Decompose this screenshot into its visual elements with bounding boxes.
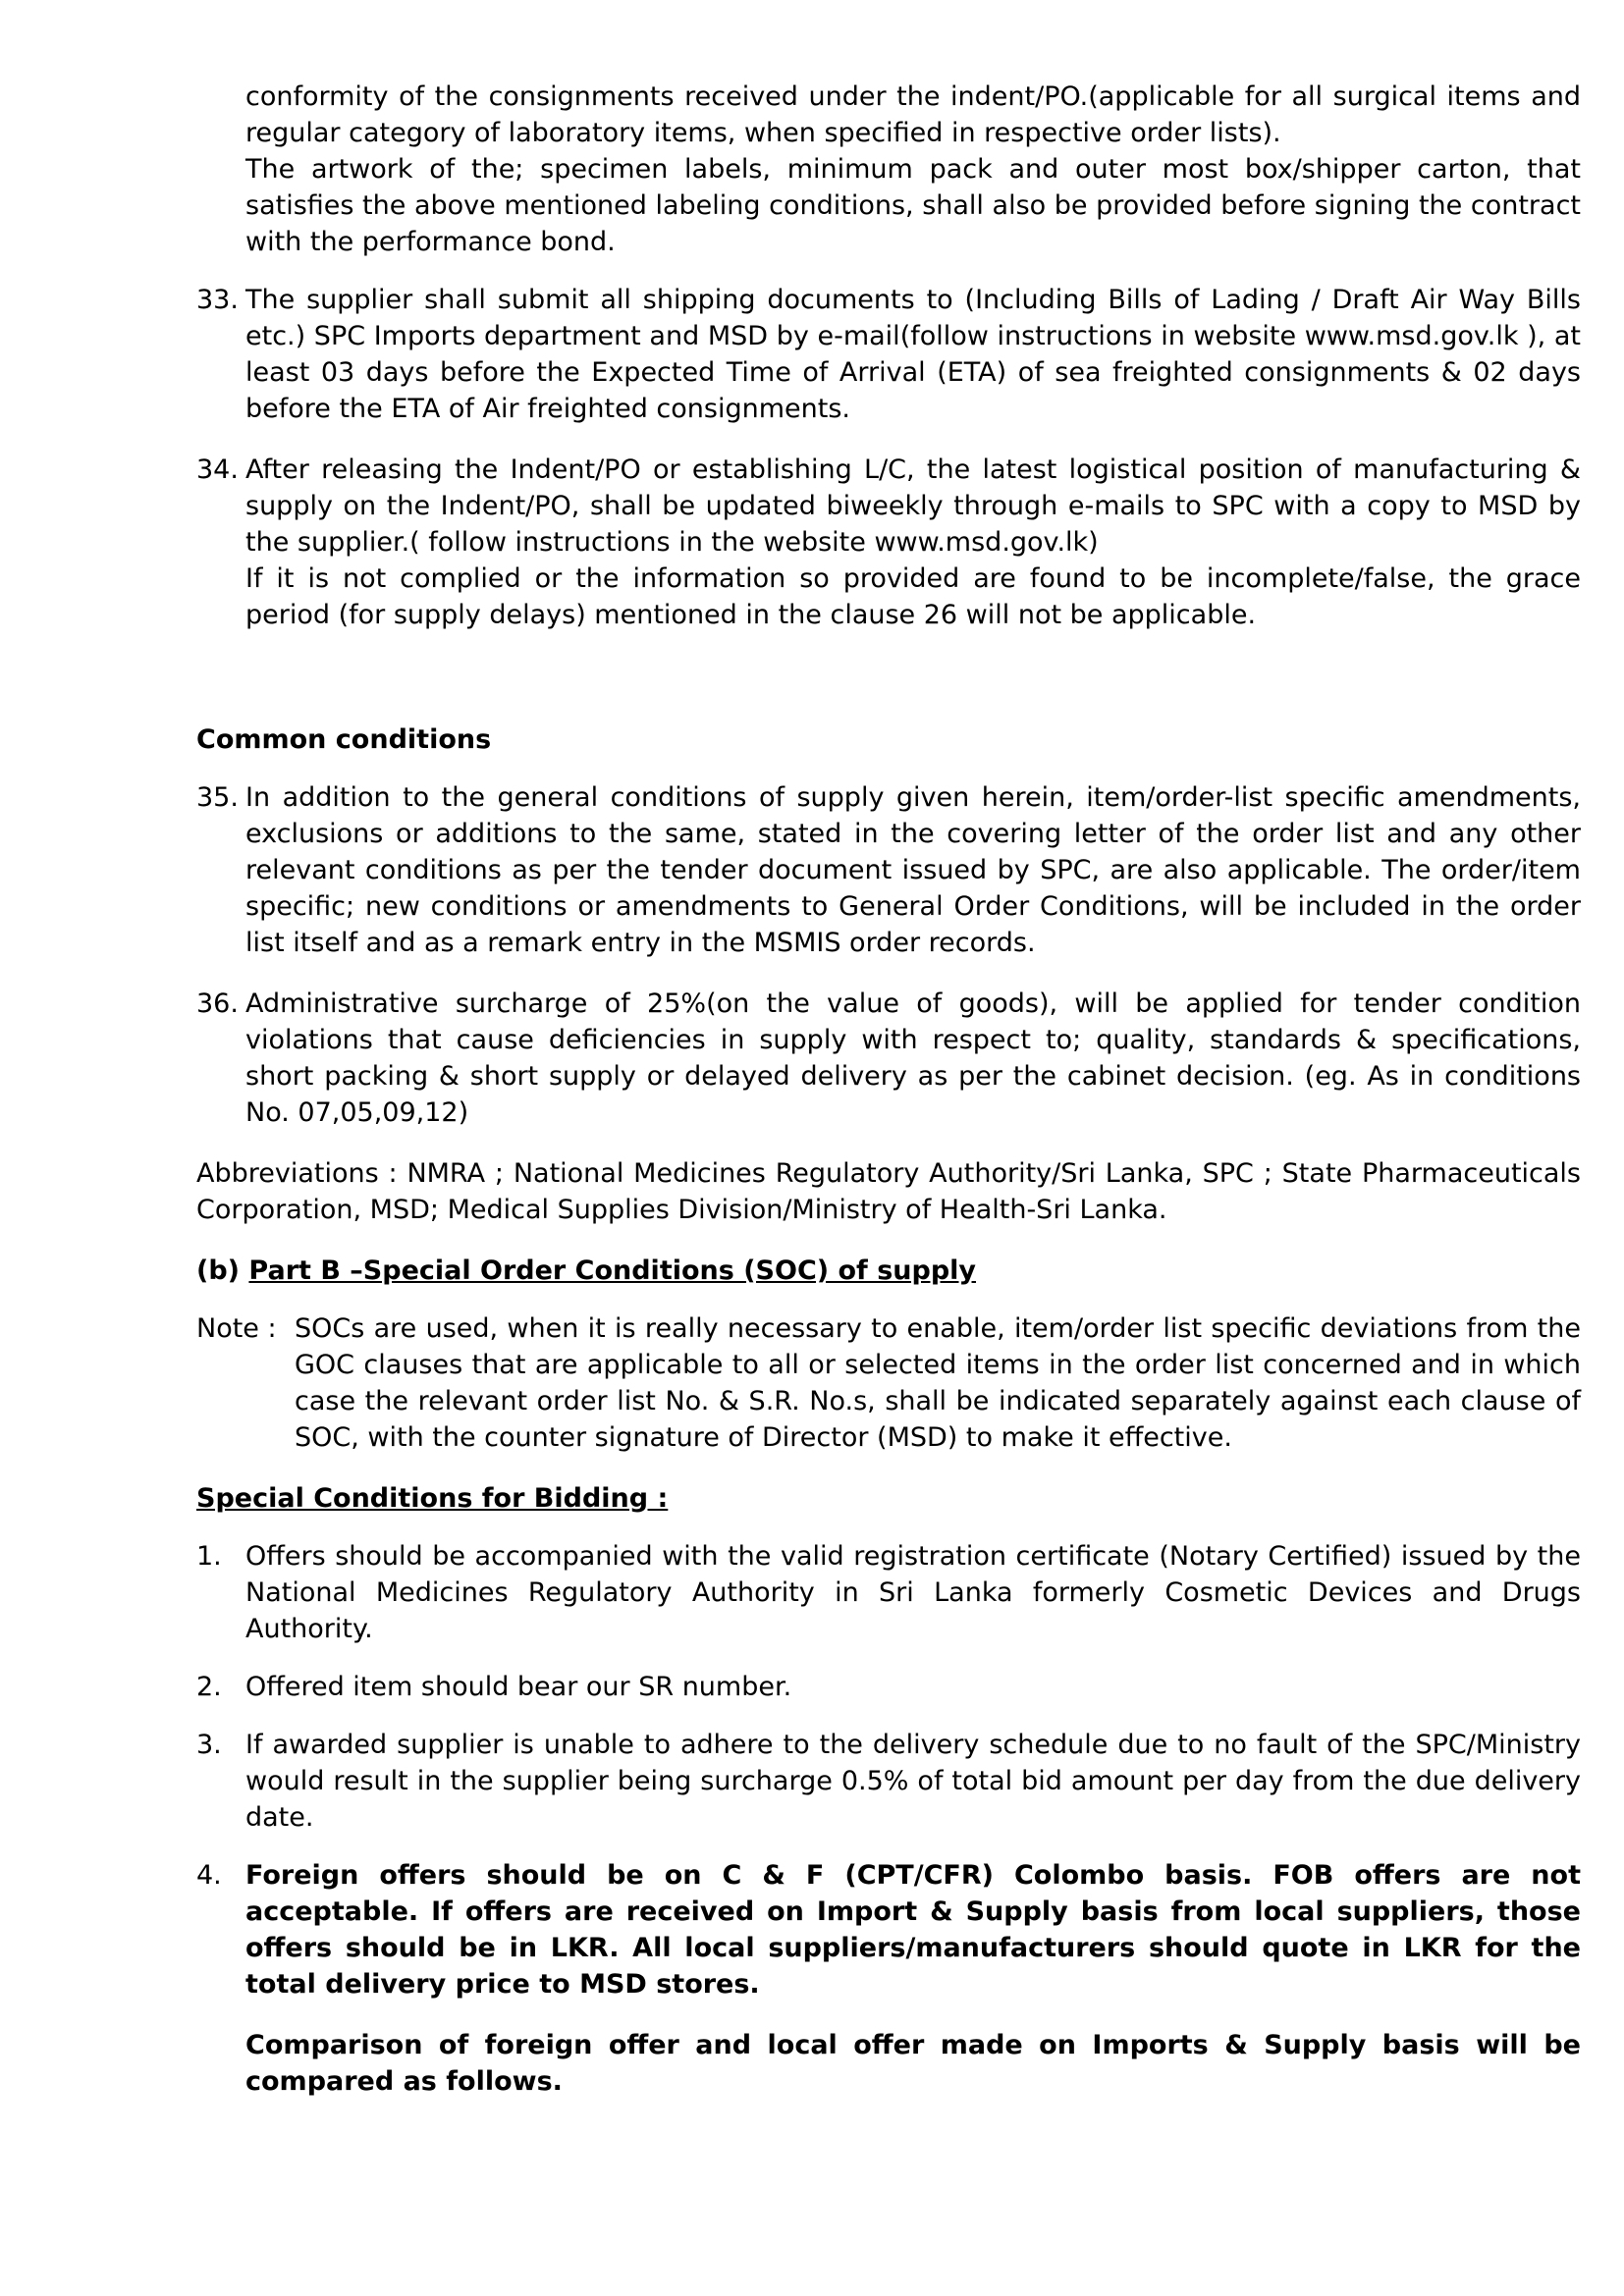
item-text: Foreign offers should be on C & F (CPT/CFR) Colombo basis. FOB offers are not acceptable. If offers are received on Import & Supply basis from local suppliers, those offers should be in LKR. All local suppliers/manufacturers should quote in LKR for the total delivery price to MSD stores. xyxy=(245,1860,1581,2000)
clause-text: Administrative surcharge of 25%(on the value of goods), will be applied for tender condition violations that cause deficiencies in supply with respect to; quality, standards & specifications, short packing & short supply or delayed delivery as per the cabinet decision. (eg. As in conditions No. 07,05,09,12) xyxy=(245,988,1581,1128)
item-text: Offered item should bear our SR number. xyxy=(245,1672,792,1702)
item-text: Offers should be accompanied with the valid registration certificate (Notary Certified) issued by the National Medicines Regulatory Authority in Sri Lanka formerly Cosmetic Devices and Drugs Authority. xyxy=(245,1541,1581,1644)
clause-33 xyxy=(196,282,1581,427)
bidding-item-4 xyxy=(196,1857,1581,2100)
bidding-item-3 xyxy=(196,1727,1581,1836)
clause-35 xyxy=(196,779,1581,961)
note-text: SOCs are used, when it is really necessary to enable, item/order list specific deviations from the GOC clauses that are applicable to all or selected items in the order list concerned and in which case the relevant order list No. & S.R. No.s, shall be indicated separately against each clause of SOC, with the counter signature of Director (MSD) to make it effective. xyxy=(295,1313,1581,1453)
section-heading-common-conditions: Common conditions xyxy=(196,724,492,755)
clause-number: 36. xyxy=(196,988,239,1019)
document-page xyxy=(196,79,1581,2100)
clause-number: 33. xyxy=(196,285,239,315)
clause-text: If it is not complied or the information so provided are found to be incomplete/false, the grace period (for supply delays) mentioned in the clause 26 will not be applicable. xyxy=(245,563,1581,630)
bidding-item-1 xyxy=(196,1538,1581,1647)
item-number: 2. xyxy=(196,1672,222,1702)
paragraph: The artwork of the; specimen labels, minimum pack and outer most box/shipper carton, that satisfies the above mentioned labeling conditions, shall also be provided before signing the contract with the performance bond. xyxy=(245,154,1581,257)
section-heading-bidding: Special Conditions for Bidding : xyxy=(196,1483,669,1514)
bidding-item-2 xyxy=(196,1669,1581,1705)
abbreviations: Abbreviations : NMRA ; National Medicines Regulatory Authority/Sri Lanka, SPC ; State Pharmaceuticals Corporation, MSD; Medical Supplies Division/Ministry of Health-Sri Lanka. xyxy=(196,1158,1581,1225)
item-number: 4. xyxy=(196,1860,222,1891)
soc-note xyxy=(196,1310,1581,1456)
clause-text: The supplier shall submit all shipping documents to (Including Bills of Lading / Draft Air Way Bills etc.) SPC Imports department and MSD by e-mail(follow instructions in website www.msd.gov.lk ), at least 03 days before the Expected Time of Arrival (ETA) of sea freighted consignments & 02 days before the ETA of Air freighted consignments. xyxy=(245,285,1581,424)
clause-text: In addition to the general conditions of supply given herein, item/order-list specific amendments, exclusions or additions to the same, stated in the covering letter of the order list and any other relevant conditions as per the tender document issued by SPC, are also applicable. The order/item specific; new conditions or amendments to General Order Conditions, will be included in the order list itself and as a remark entry in the MSMIS order records. xyxy=(245,782,1581,958)
clause-34 xyxy=(196,452,1581,633)
part-b-prefix: (b) xyxy=(196,1255,249,1286)
paragraph: conformity of the consignments received under the indent/PO.(applicable for all surgical items and regular category of laboratory items, when specified in respective order lists). xyxy=(245,81,1581,148)
part-b-title: Part B –Special Order Conditions (SOC) of supply xyxy=(248,1255,977,1286)
item-number: 3. xyxy=(196,1730,222,1760)
section-heading-part-b xyxy=(196,1253,1581,1289)
clause-32-continuation xyxy=(196,79,1581,260)
clause-text: After releasing the Indent/PO or establishing L/C, the latest logistical position of manufacturing & supply on the Indent/PO, shall be updated biweekly through e-mails to SPC with a copy to MSD by the supplier.( follow instructions in the website www.msd.gov.lk) xyxy=(245,454,1581,558)
item-number: 1. xyxy=(196,1541,222,1572)
clause-number: 35. xyxy=(196,782,239,813)
note-label: Note : xyxy=(196,1313,277,1344)
clause-36 xyxy=(196,986,1581,1131)
clause-number: 34. xyxy=(196,454,239,485)
item-text-comparison: Comparison of foreign offer and local offer made on Imports & Supply basis will be compared as follows. xyxy=(245,2030,1581,2097)
item-text: If awarded supplier is unable to adhere to the delivery schedule due to no fault of the SPC/Ministry would result in the supplier being surcharge 0.5% of total bid amount per day from the due delivery date. xyxy=(245,1730,1581,1833)
